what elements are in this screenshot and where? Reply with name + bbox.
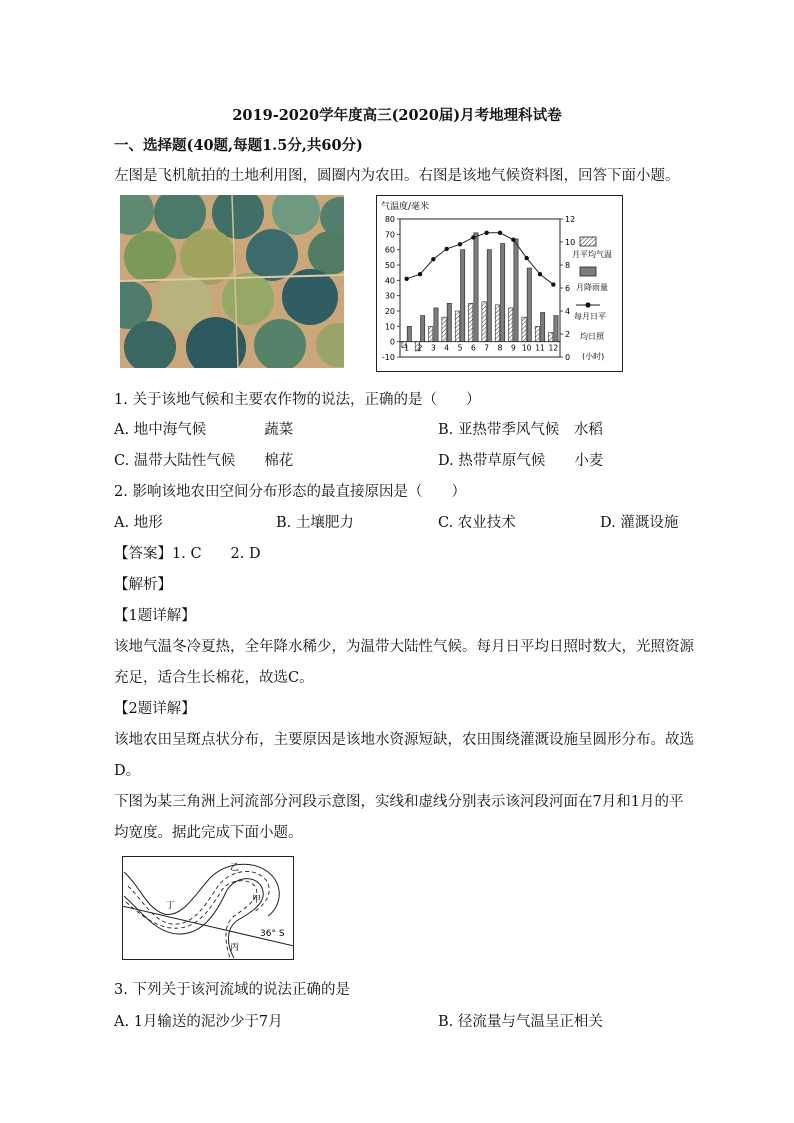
sunshine-point <box>551 282 555 286</box>
sunshine-point <box>431 257 435 261</box>
rain-bar <box>487 250 491 342</box>
right-tick-label: 0 <box>565 353 571 362</box>
temp-bar <box>549 332 553 341</box>
sunshine-point <box>444 247 448 251</box>
legend-sun-3: (小时) <box>582 352 605 361</box>
page-title: 2019-2020学年度高三(2020届)月考地理科试卷 <box>232 107 562 124</box>
temp-bar <box>522 317 526 342</box>
section-heading: 一、选择题(40题,每题1.5分,共60分) <box>114 137 363 154</box>
rain-bar <box>541 313 545 342</box>
q1-option-b[interactable]: B. 亚热带季风气候 水稻 <box>438 422 603 438</box>
river-map <box>122 856 294 960</box>
intro-text: 左图是飞机航拍的土地利用图，圆圈内为农田。右图是该地气候资料图，回答下面小题。 <box>114 168 680 184</box>
answer-line: 【答案】1. C 2. D <box>114 546 261 562</box>
legend-swatch-rain <box>580 267 596 276</box>
q2-option-a[interactable]: A. 地形 <box>114 515 163 531</box>
left-tick-label: 20 <box>384 307 395 316</box>
left-tick-label: 40 <box>384 276 395 286</box>
label-ding: 丁 <box>166 901 176 911</box>
q2-option-c[interactable]: C. 农业技术 <box>438 515 516 531</box>
month-label: 9 <box>510 343 516 353</box>
legend-rain: 月降雨量 <box>576 283 608 292</box>
analysis-heading: 【解析】 <box>114 577 172 593</box>
temp-bar <box>455 311 459 342</box>
temp-bar <box>509 308 513 342</box>
legend-marker-sun <box>585 302 590 307</box>
q1-option-c[interactable]: C. 温带大陆性气候 棉花 <box>114 453 294 469</box>
month-label: 8 <box>497 343 503 353</box>
aerial-farmland-photo <box>120 195 344 368</box>
sunshine-point <box>418 272 422 276</box>
q3-option-a[interactable]: A. 1月输送的泥沙少于7月 <box>114 1014 283 1030</box>
q2-option-b[interactable]: B. 土壤肥力 <box>276 515 354 531</box>
legend-sun-1: 每月日平 <box>574 312 606 321</box>
month-label: 11 <box>535 343 545 353</box>
intro2-text-1: 下图为某三角洲上河流部分河段示意图，实线和虚线分别表示该河段河面在7月和1月的平 <box>114 794 684 810</box>
right-tick-label: 4 <box>565 307 571 316</box>
month-label: 6 <box>470 343 476 353</box>
climate-chart <box>376 195 623 372</box>
right-tick-label: 8 <box>565 261 571 270</box>
rain-bar <box>554 316 558 342</box>
label-bing: 丙 <box>230 943 240 953</box>
month-label: 3 <box>430 343 436 353</box>
left-axis-title: 气温度/毫米 <box>381 202 430 212</box>
sunshine-point <box>471 235 475 239</box>
temp-bar <box>429 326 433 341</box>
sunshine-point <box>458 242 462 246</box>
month-label: 7 <box>484 343 490 353</box>
month-label: 2 <box>417 343 423 353</box>
left-tick-label: 50 <box>384 261 395 270</box>
detail-1-text-2: 充足，适合生长棉花，故选C。 <box>114 670 314 686</box>
temp-bar <box>495 305 499 342</box>
month-label: 1 <box>404 343 410 353</box>
temp-bar <box>442 317 446 342</box>
rain-bar <box>407 326 411 341</box>
label-jia: 甲 <box>252 895 262 905</box>
sunshine-point <box>404 277 408 281</box>
intro2-text-2: 均宽度。据此完成下面小题。 <box>114 825 303 841</box>
legend-temp: 月平均气温 <box>572 250 612 259</box>
left-tick-label: 10 <box>384 322 395 332</box>
label-yi: 乙 <box>230 863 240 873</box>
temp-bar <box>469 303 473 341</box>
legend-sun-2: 均日照 <box>580 332 604 341</box>
detail-2-text-2: D。 <box>114 763 141 779</box>
detail-2-heading: 【2题详解】 <box>114 701 196 717</box>
q1-stem: 1. 关于该地气候和主要农作物的说法，正确的是（ ） <box>114 392 481 408</box>
q2-option-d[interactable]: D. 灌溉设施 <box>600 515 679 531</box>
rain-bar <box>501 244 505 342</box>
q3-stem: 3. 下列关于该河流域的说法正确的是 <box>114 982 350 998</box>
left-tick-label: 30 <box>384 291 395 301</box>
month-label: 5 <box>457 343 463 353</box>
right-tick-label: 2 <box>565 330 571 339</box>
left-tick-label: 70 <box>384 230 395 240</box>
month-label: 12 <box>548 343 559 353</box>
temp-bar <box>535 326 539 341</box>
rain-bar <box>474 233 478 342</box>
rain-bar <box>447 303 451 341</box>
q2-stem: 2. 影响该地农田空间分布形态的最直接原因是（ ） <box>114 484 466 500</box>
month-label: 4 <box>444 343 450 353</box>
rain-bar <box>421 316 425 342</box>
rain-bar <box>514 239 518 342</box>
legend-swatch-temp <box>580 237 596 246</box>
right-tick-label: 12 <box>565 215 576 224</box>
sunshine-point <box>511 238 515 242</box>
right-tick-label: 10 <box>565 238 576 247</box>
sunshine-point <box>484 231 488 235</box>
sunshine-point <box>498 231 502 235</box>
rain-bar <box>434 308 438 342</box>
rain-bar <box>527 268 531 342</box>
left-tick-label: 0 <box>389 337 395 347</box>
detail-1-text-1: 该地气温冬冷夏热，全年降水稀少，为温带大陆性气候。每月日平均日照时数大，光照资源 <box>114 639 694 655</box>
sunshine-point <box>538 272 542 276</box>
q1-option-d[interactable]: D. 热带草原气候 小麦 <box>438 453 604 469</box>
right-tick-label: 6 <box>565 284 571 293</box>
sunshine-point <box>524 256 528 260</box>
q3-option-b[interactable]: B. 径流量与气温呈正相关 <box>438 1014 603 1030</box>
temp-bar <box>482 302 486 342</box>
label-latitude: 36° S <box>260 929 285 939</box>
left-tick-label: -10 <box>381 353 395 362</box>
month-label: 10 <box>521 343 532 353</box>
left-tick-label: 80 <box>384 215 395 224</box>
detail-2-text-1: 该地农田呈斑点状分布，主要原因是该地水资源短缺，农田围绕灌溉设施呈圆形分布。故选 <box>114 732 694 748</box>
q1-option-a[interactable]: A. 地中海气候 蔬菜 <box>114 422 294 438</box>
detail-1-heading: 【1题详解】 <box>114 608 196 624</box>
rain-bar <box>461 250 465 342</box>
left-tick-label: 60 <box>384 245 395 255</box>
